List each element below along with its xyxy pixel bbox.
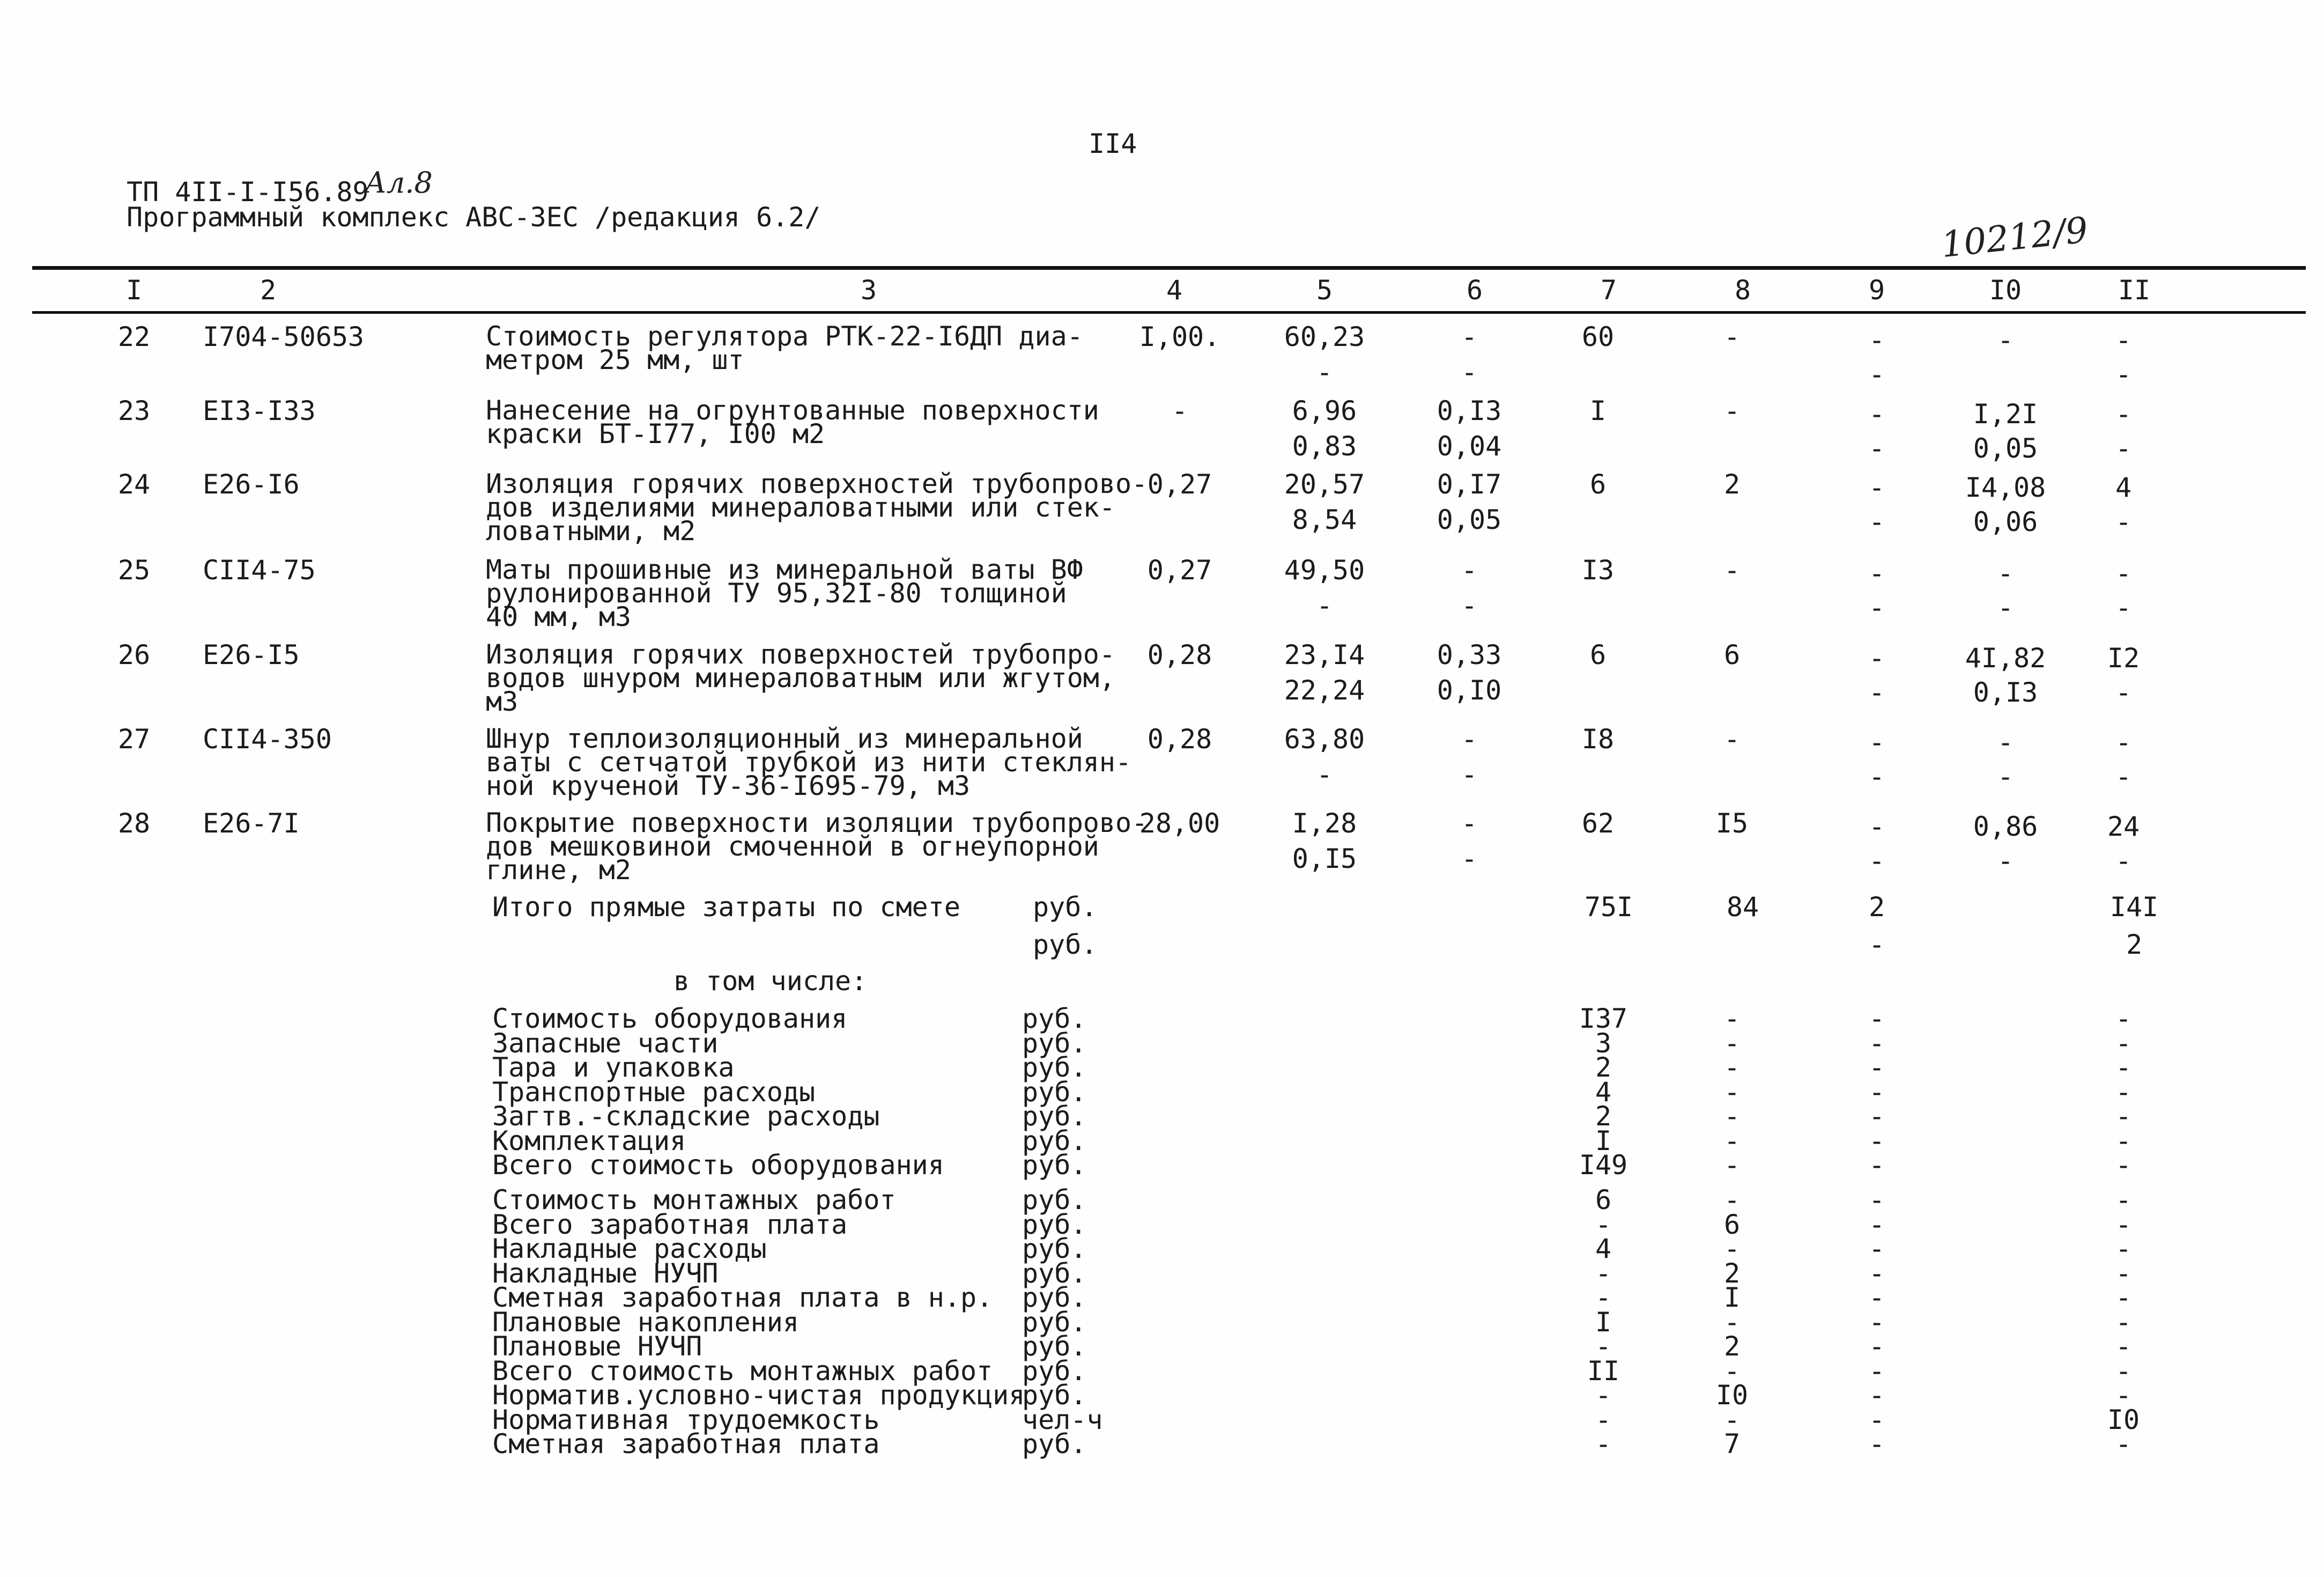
total-col9a: 2 xyxy=(1868,891,1885,923)
breakdown-label: Всего стоимость монтажных работ xyxy=(492,1355,993,1387)
breakdown-unit: руб. xyxy=(1022,1052,1087,1083)
breakdown-col11: - xyxy=(2115,1331,2132,1362)
breakdown-unit: руб. xyxy=(1022,1027,1087,1059)
page-number: II4 xyxy=(1089,128,1137,159)
breakdown-unit: руб. xyxy=(1022,1257,1087,1289)
breakdown-unit: руб. xyxy=(1022,1003,1087,1034)
breakdown-col11: - xyxy=(2115,1052,2132,1083)
row-col9-bottom: - xyxy=(1868,845,1885,876)
breakdown-col9: - xyxy=(1868,1125,1885,1156)
document-code: ТП 4II-I-I56.89 xyxy=(127,176,369,208)
row-col6-bottom: - xyxy=(1461,843,1478,874)
row-col9-bottom: - xyxy=(1868,677,1885,708)
row-col9-bottom: - xyxy=(1868,506,1885,537)
row-col8: - xyxy=(1723,395,1741,426)
total-unit-2: руб. xyxy=(1033,929,1098,960)
breakdown-label: Запасные части xyxy=(492,1027,719,1059)
row-col10-bottom: - xyxy=(1997,761,2014,792)
breakdown-label: Сметная заработная плата xyxy=(492,1428,880,1460)
breakdown-col9: - xyxy=(1868,1076,1885,1108)
breakdown-unit: руб. xyxy=(1022,1149,1087,1181)
row-col5-top: I,28 xyxy=(1292,808,1357,839)
row-number: 27 xyxy=(117,724,151,755)
row-col7: 6 xyxy=(1589,469,1607,500)
row-col6-top: - xyxy=(1461,321,1478,352)
breakdown-col8: - xyxy=(1723,1355,1741,1387)
row-col5-bottom: - xyxy=(1316,590,1333,621)
row-col6-bottom: - xyxy=(1461,357,1478,388)
breakdown-col9: - xyxy=(1868,1428,1885,1460)
breakdown-col8: - xyxy=(1723,1003,1741,1034)
breakdown-unit: руб. xyxy=(1022,1208,1087,1240)
breakdown-label: Тара и упаковка xyxy=(492,1052,735,1083)
row-col11-bottom: - xyxy=(2115,592,2132,623)
row-col9-top: - xyxy=(1868,399,1885,430)
breakdown-label: Накладные расходы xyxy=(492,1233,767,1264)
row-col4: 0,28 xyxy=(1147,724,1212,755)
breakdown-col7: 2 xyxy=(1595,1052,1612,1083)
row-col10-bottom: - xyxy=(1997,845,2014,876)
breakdown-label: Стоимость оборудования xyxy=(492,1003,848,1034)
row-col8: I5 xyxy=(1715,808,1749,839)
breakdown-col9: - xyxy=(1868,1404,1885,1435)
row-col5-bottom: - xyxy=(1316,357,1333,388)
row-col11-bottom: - xyxy=(2115,433,2132,464)
row-col10-top: - xyxy=(1997,727,2014,758)
breakdown-col9: - xyxy=(1868,1003,1885,1034)
row-col6-top: - xyxy=(1461,555,1478,586)
row-col11-bottom: - xyxy=(2115,761,2132,792)
row-col8: - xyxy=(1723,321,1741,352)
program-line: Программный комплекс АВС-3ЕС /редакция 6.2/ xyxy=(127,202,821,233)
breakdown-unit: руб. xyxy=(1022,1306,1087,1338)
row-description: Стоимость регулятора РТК-22-I6ДП диа- метром 25 мм, шт xyxy=(486,321,1083,375)
row-col6-top: 0,I7 xyxy=(1437,469,1502,500)
breakdown-col8: 6 xyxy=(1723,1208,1741,1240)
breakdown-col9: - xyxy=(1868,1306,1885,1338)
col-header-8: 8 xyxy=(1734,275,1751,306)
breakdown-col11: - xyxy=(2115,1355,2132,1387)
row-col8: 6 xyxy=(1723,639,1741,670)
row-description: Изоляция горячих поверхностей трубопрово- дов изделиями минераловатными или стек- ловатными, м2 xyxy=(486,468,1148,547)
breakdown-col8: - xyxy=(1723,1076,1741,1108)
row-col11-bottom: - xyxy=(2115,359,2132,390)
breakdown-col11: - xyxy=(2115,1003,2132,1034)
breakdown-col9: - xyxy=(1868,1101,1885,1132)
handwritten-sheet-note: Ал.8 xyxy=(365,166,433,200)
row-col9-bottom: - xyxy=(1868,359,1885,390)
breakdown-col7: I xyxy=(1595,1306,1612,1338)
breakdown-unit: руб. xyxy=(1022,1076,1087,1108)
row-col9-bottom: - xyxy=(1868,592,1885,623)
breakdown-label: Стоимость монтажных работ xyxy=(492,1184,896,1215)
breakdown-col9: - xyxy=(1868,1233,1885,1264)
row-col7: 6 xyxy=(1589,639,1607,670)
breakdown-col9: - xyxy=(1868,1184,1885,1215)
breakdown-col7: I xyxy=(1595,1125,1612,1156)
row-col11-top: - xyxy=(2115,558,2132,589)
row-col6-bottom: 0,I0 xyxy=(1437,675,1502,706)
breakdown-label: Норматив.условно-чистая продукция xyxy=(492,1380,1025,1411)
row-code: E26-I5 xyxy=(203,639,300,670)
breakdown-col11: - xyxy=(2115,1233,2132,1264)
breakdown-col7: 4 xyxy=(1595,1076,1612,1108)
row-number: 22 xyxy=(117,321,151,352)
breakdown-col7: - xyxy=(1595,1208,1612,1240)
row-col5-bottom: 0,83 xyxy=(1292,431,1357,462)
breakdown-col11: - xyxy=(2115,1306,2132,1338)
breakdown-unit: руб. xyxy=(1022,1355,1087,1387)
row-col11-top: - xyxy=(2115,399,2132,430)
breakdown-col8: - xyxy=(1723,1052,1741,1083)
including-label: в том числе: xyxy=(673,966,868,997)
row-col9-bottom: - xyxy=(1868,761,1885,792)
breakdown-label: Накладные НУЧП xyxy=(492,1257,719,1289)
row-description: Маты прошивные из минеральной ваты ВФ рулонированной ТУ 95,32I-80 толщиной 40 мм, м3 xyxy=(486,554,1083,632)
row-col5-top: 49,50 xyxy=(1284,555,1365,586)
row-col6-bottom: - xyxy=(1461,759,1478,790)
breakdown-col11: - xyxy=(2115,1282,2132,1313)
breakdown-col7: 4 xyxy=(1595,1233,1612,1264)
breakdown-col7: - xyxy=(1595,1257,1612,1289)
breakdown-col7: 2 xyxy=(1595,1101,1612,1132)
row-col5-bottom: 0,I5 xyxy=(1292,843,1357,874)
row-col7: I xyxy=(1589,395,1607,426)
row-col5-top: 23,I4 xyxy=(1284,639,1365,670)
breakdown-label: Всего стоимость оборудования xyxy=(492,1149,944,1181)
row-number: 25 xyxy=(117,555,151,586)
row-col9-top: - xyxy=(1868,727,1885,758)
breakdown-col11: - xyxy=(2115,1027,2132,1059)
row-col5-top: 63,80 xyxy=(1284,724,1365,755)
row-number: 26 xyxy=(117,639,151,670)
row-number: 24 xyxy=(117,469,151,500)
total-col8: 84 xyxy=(1726,891,1759,923)
breakdown-col9: - xyxy=(1868,1380,1885,1411)
row-col10-top: 4I,82 xyxy=(1965,643,2046,674)
total-label: Итого прямые затраты по смете xyxy=(492,891,960,923)
row-col5-bottom: - xyxy=(1316,759,1333,790)
breakdown-col9: - xyxy=(1868,1027,1885,1059)
row-description: Шнур теплоизоляционный из минеральной ваты с сетчатой трубкой из нити стеклян- ной крученой ТУ-36-I695-79, м3 xyxy=(486,723,1132,801)
row-col5-bottom: 8,54 xyxy=(1292,504,1357,535)
col-header-9: 9 xyxy=(1868,275,1885,306)
breakdown-label: Комплектация xyxy=(492,1125,686,1156)
breakdown-col8: 2 xyxy=(1723,1257,1741,1289)
row-col10-top: - xyxy=(1997,558,2014,589)
breakdown-col7: - xyxy=(1595,1282,1612,1313)
row-col6-top: - xyxy=(1461,724,1478,755)
breakdown-col7: - xyxy=(1595,1404,1612,1435)
breakdown-col8: - xyxy=(1723,1184,1741,1215)
breakdown-col9: - xyxy=(1868,1149,1885,1181)
breakdown-col8: I xyxy=(1723,1282,1741,1313)
breakdown-col11: - xyxy=(2115,1208,2132,1240)
breakdown-col7: II xyxy=(1587,1355,1620,1387)
col-header-11: II xyxy=(2118,275,2151,306)
total-col7: 75I xyxy=(1584,891,1633,923)
row-col4: - xyxy=(1171,395,1188,426)
breakdown-col11: - xyxy=(2115,1101,2132,1132)
row-col9-top: - xyxy=(1868,643,1885,674)
breakdown-unit: чел-ч xyxy=(1022,1404,1103,1435)
row-col8: - xyxy=(1723,724,1741,755)
row-col11-top: I2 xyxy=(2107,643,2140,674)
row-col6-bottom: 0,05 xyxy=(1437,504,1502,535)
row-code: E26-7I xyxy=(203,808,300,839)
row-number: 28 xyxy=(117,808,151,839)
breakdown-col9: - xyxy=(1868,1208,1885,1240)
row-col10-bottom: 0,05 xyxy=(1973,433,2038,464)
col-header-3: 3 xyxy=(860,275,877,306)
row-col9-top: - xyxy=(1868,811,1885,842)
breakdown-col7: I49 xyxy=(1579,1149,1628,1181)
total-col11a: I4I xyxy=(2110,891,2159,923)
breakdown-col7: - xyxy=(1595,1331,1612,1362)
row-col7: 62 xyxy=(1581,808,1615,839)
breakdown-label: Транспортные расходы xyxy=(492,1076,816,1108)
header-bottom-rule xyxy=(32,311,2306,314)
row-col10-top: I4,08 xyxy=(1965,472,2046,503)
breakdown-unit: руб. xyxy=(1022,1125,1087,1156)
breakdown-col7: - xyxy=(1595,1380,1612,1411)
row-col7: I8 xyxy=(1581,724,1615,755)
breakdown-unit: руб. xyxy=(1022,1428,1087,1460)
row-code: CII4-350 xyxy=(203,724,332,755)
col-header-7: 7 xyxy=(1600,275,1617,306)
breakdown-unit: руб. xyxy=(1022,1331,1087,1362)
row-col5-bottom: 22,24 xyxy=(1284,675,1365,706)
breakdown-col7: - xyxy=(1595,1428,1612,1460)
breakdown-col8: - xyxy=(1723,1101,1741,1132)
row-col9-top: - xyxy=(1868,325,1885,356)
row-col11-top: - xyxy=(2115,325,2132,356)
handwritten-code: 10212/9 xyxy=(1939,209,2090,266)
col-header-6: 6 xyxy=(1466,275,1483,306)
row-col11-bottom: - xyxy=(2115,506,2132,537)
row-col6-bottom: - xyxy=(1461,590,1478,621)
breakdown-col11: - xyxy=(2115,1257,2132,1289)
breakdown-col8: - xyxy=(1723,1027,1741,1059)
row-code: EI3-I33 xyxy=(203,395,316,426)
breakdown-col9: - xyxy=(1868,1355,1885,1387)
row-col4: I,00. xyxy=(1139,321,1220,352)
breakdown-col9: - xyxy=(1868,1331,1885,1362)
breakdown-label: Плановые накопления xyxy=(492,1306,799,1338)
breakdown-col11: - xyxy=(2115,1076,2132,1108)
breakdown-col9: - xyxy=(1868,1052,1885,1083)
row-col10-top: - xyxy=(1997,325,2014,356)
row-col8: 2 xyxy=(1723,469,1741,500)
col-header-2: 2 xyxy=(260,275,277,306)
breakdown-unit: руб. xyxy=(1022,1282,1087,1313)
row-col4: 28,00 xyxy=(1139,808,1220,839)
breakdown-unit: руб. xyxy=(1022,1101,1087,1132)
row-col6-top: 0,33 xyxy=(1437,639,1502,670)
row-col11-top: - xyxy=(2115,727,2132,758)
col-header-5: 5 xyxy=(1316,275,1333,306)
row-col10-bottom: 0,06 xyxy=(1973,506,2038,537)
row-col10-top: I,2I xyxy=(1973,399,2038,430)
col-header-1: I xyxy=(125,275,143,306)
breakdown-col8: - xyxy=(1723,1306,1741,1338)
breakdown-unit: руб. xyxy=(1022,1233,1087,1264)
row-col10-bottom: - xyxy=(1997,592,2014,623)
row-code: I704-50653 xyxy=(203,321,365,352)
breakdown-col8: I0 xyxy=(1715,1380,1749,1411)
breakdown-col9: - xyxy=(1868,1282,1885,1313)
row-col11-bottom: - xyxy=(2115,677,2132,708)
row-description: Покрытие поверхности изоляции трубопрово- дов мешковиной смоченной в огнеупорной глине, м2 xyxy=(486,807,1148,886)
breakdown-col11: - xyxy=(2115,1184,2132,1215)
breakdown-col7: 3 xyxy=(1595,1027,1612,1059)
row-description: Изоляция горячих поверхностей трубопро- водов шнуром минераловатным или жгутом, м3 xyxy=(486,639,1115,717)
row-col8: - xyxy=(1723,555,1741,586)
row-col6-bottom: 0,04 xyxy=(1437,431,1502,462)
breakdown-label: Нормативная трудоемкость xyxy=(492,1404,880,1435)
total-col11b: 2 xyxy=(2126,929,2143,960)
breakdown-col11: - xyxy=(2115,1428,2132,1460)
breakdown-col11: - xyxy=(2115,1149,2132,1181)
total-col9b: - xyxy=(1868,929,1885,960)
breakdown-col8: 2 xyxy=(1723,1331,1741,1362)
breakdown-col8: - xyxy=(1723,1125,1741,1156)
row-col9-top: - xyxy=(1868,558,1885,589)
row-code: CII4-75 xyxy=(203,555,316,586)
row-col6-top: - xyxy=(1461,808,1478,839)
breakdown-col7: 6 xyxy=(1595,1184,1612,1215)
breakdown-col8: - xyxy=(1723,1233,1741,1264)
row-col4: 0,27 xyxy=(1147,469,1212,500)
row-col11-top: 4 xyxy=(2115,472,2132,503)
breakdown-col8: - xyxy=(1723,1404,1741,1435)
col-header-4: 4 xyxy=(1166,275,1183,306)
breakdown-col7: I37 xyxy=(1579,1003,1628,1034)
row-description: Нанесение на огрунтованные поверхности краски БТ-I77, I00 м2 xyxy=(486,395,1099,449)
breakdown-unit: руб. xyxy=(1022,1380,1087,1411)
breakdown-col9: - xyxy=(1868,1257,1885,1289)
breakdown-col11: I0 xyxy=(2107,1404,2140,1435)
row-code: E26-I6 xyxy=(203,469,300,500)
breakdown-label: Загтв.-складские расходы xyxy=(492,1101,880,1132)
row-col4: 0,28 xyxy=(1147,639,1212,670)
row-col6-top: 0,I3 xyxy=(1437,395,1502,426)
row-col10-bottom: 0,I3 xyxy=(1973,677,2038,708)
row-col5-top: 60,23 xyxy=(1284,321,1365,352)
row-col9-top: - xyxy=(1868,472,1885,503)
breakdown-col8: - xyxy=(1723,1149,1741,1181)
breakdown-label: Всего заработная плата xyxy=(492,1208,848,1240)
breakdown-col11: - xyxy=(2115,1125,2132,1156)
col-header-10: I0 xyxy=(1989,275,2022,306)
breakdown-label: Плановые НУЧП xyxy=(492,1331,702,1362)
row-col4: 0,27 xyxy=(1147,555,1212,586)
row-number: 23 xyxy=(117,395,151,426)
row-col7: 60 xyxy=(1581,321,1615,352)
row-col7: I3 xyxy=(1581,555,1615,586)
breakdown-unit: руб. xyxy=(1022,1184,1087,1215)
breakdown-label: Сметная заработная плата в н.р. xyxy=(492,1282,993,1313)
row-col11-top: 24 xyxy=(2107,811,2140,842)
header-top-rule xyxy=(32,266,2306,270)
breakdown-col11: - xyxy=(2115,1380,2132,1411)
row-col5-top: 20,57 xyxy=(1284,469,1365,500)
total-unit-1: руб. xyxy=(1033,891,1098,923)
breakdown-col8: 7 xyxy=(1723,1428,1741,1460)
row-col10-top: 0,86 xyxy=(1973,811,2038,842)
row-col5-top: 6,96 xyxy=(1292,395,1357,426)
row-col9-bottom: - xyxy=(1868,433,1885,464)
row-col11-bottom: - xyxy=(2115,845,2132,876)
